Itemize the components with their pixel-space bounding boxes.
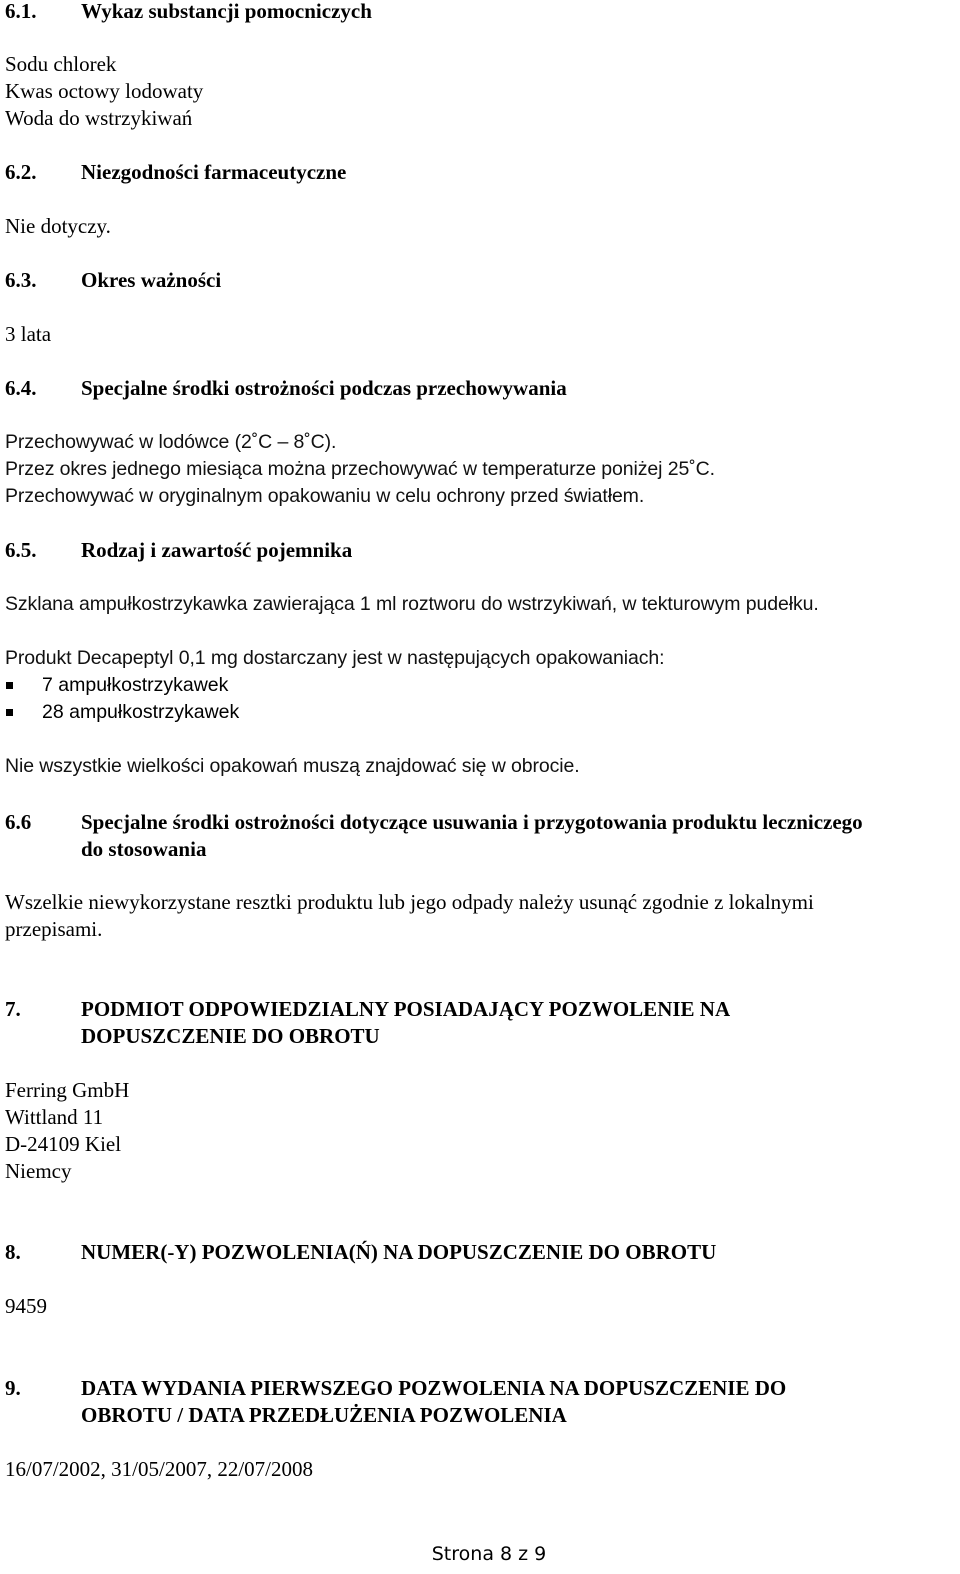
- section-number: 6.3.: [5, 268, 37, 292]
- section-title-continued: do stosowania: [81, 837, 207, 861]
- storage-line: Przez okres jednego miesiąca można przechowywać w temperaturze poniżej 25˚C.: [5, 458, 715, 480]
- section-number: 6.6: [5, 810, 32, 834]
- section-title: PODMIOT ODPOWIEDZIALNY POSIADAJĄCY POZWOLENIE NA: [81, 997, 731, 1021]
- section-title: Rodzaj i zawartość pojemnika: [81, 538, 353, 562]
- pack-size-item: 28 ampułkostrzykawek: [42, 701, 240, 723]
- section-title: NUMER(-Y) POZWOLENIA(Ń) NA DOPUSZCZENIE DO OBROTU: [81, 1240, 717, 1264]
- section-title: Niezgodności farmaceutyczne: [81, 160, 347, 184]
- storage-line: Przechowywać w lodówce (2˚C – 8˚C).: [5, 431, 337, 453]
- bullet-marker: [6, 709, 13, 716]
- pack-size-item: 7 ampułkostrzykawek: [42, 674, 229, 696]
- excipient-item: Kwas octowy lodowaty: [5, 79, 204, 103]
- section-number: 6.5.: [5, 538, 37, 562]
- disposal-text: Wszelkie niewykorzystane resztki produktu lub jego odpady należy usunąć zgodnie z lokalnymi: [5, 890, 814, 914]
- section-title: Okres ważności: [81, 268, 222, 292]
- section-title-continued: OBROTU / DATA PRZEDŁUŻENIA POZWOLENIA: [81, 1403, 567, 1427]
- storage-line: Przechowywać w oryginalnym opakowaniu w celu ochrony przed światłem.: [5, 485, 645, 507]
- section-6-2-text: Nie dotyczy.: [5, 214, 111, 238]
- page-number: Strona 8 z 9: [431, 1543, 547, 1565]
- section-9-heading: [5, 1375, 786, 1429]
- section-number: 8.: [5, 1240, 21, 1264]
- section-title: Wykaz substancji pomocniczych: [81, 0, 372, 23]
- section-number: 6.4.: [5, 376, 37, 400]
- section-6-1-heading: [5, 0, 372, 25]
- holder-street: Wittland 11: [5, 1105, 104, 1129]
- section-title-continued: DOPUSZCZENIE DO OBROTU: [81, 1024, 380, 1048]
- section-title: Specjalne środki ostrożności podczas przechowywania: [81, 376, 567, 400]
- pack-size-note: Nie wszystkie wielkości opakowań muszą znajdować się w obrocie.: [5, 755, 580, 777]
- section-6-2-heading: [5, 159, 346, 186]
- section-8-heading: [5, 1239, 716, 1266]
- container-description: Szklana ampułkostrzykawka zawierająca 1 ml roztworu do wstrzykiwań, w tekturowym pudełku.: [5, 593, 819, 615]
- excipient-item: Sodu chlorek: [5, 52, 117, 76]
- excipient-item: Woda do wstrzykiwań: [5, 106, 193, 130]
- bullet-marker: [6, 682, 13, 689]
- section-6-4-heading: [5, 375, 567, 402]
- section-6-6-heading: [5, 809, 863, 863]
- section-6-5-heading: [5, 537, 352, 564]
- section-6-3-text: 3 lata: [5, 322, 52, 346]
- section-title: DATA WYDANIA PIERWSZEGO POZWOLENIA NA DOPUSZCZENIE DO: [81, 1376, 787, 1400]
- section-number: 9.: [5, 1376, 21, 1400]
- authorisation-dates: 16/07/2002, 31/05/2007, 22/07/2008: [5, 1457, 314, 1481]
- section-number: 6.1.: [5, 0, 37, 23]
- section-number: 7.: [5, 997, 21, 1021]
- section-6-3-heading: [5, 267, 221, 294]
- disposal-text-continued: przepisami.: [5, 917, 103, 941]
- holder-city: D-24109 Kiel: [5, 1132, 122, 1156]
- holder-name: Ferring GmbH: [5, 1078, 130, 1102]
- section-7-heading: [5, 996, 730, 1050]
- packaging-intro: Produkt Decapeptyl 0,1 mg dostarczany jest w następujących opakowaniach:: [5, 647, 665, 669]
- holder-country: Niemcy: [5, 1159, 72, 1183]
- section-number: 6.2.: [5, 160, 37, 184]
- authorisation-number: 9459: [5, 1294, 47, 1318]
- section-title: Specjalne środki ostrożności dotyczące usuwania i przygotowania produktu leczniczego: [81, 810, 863, 834]
